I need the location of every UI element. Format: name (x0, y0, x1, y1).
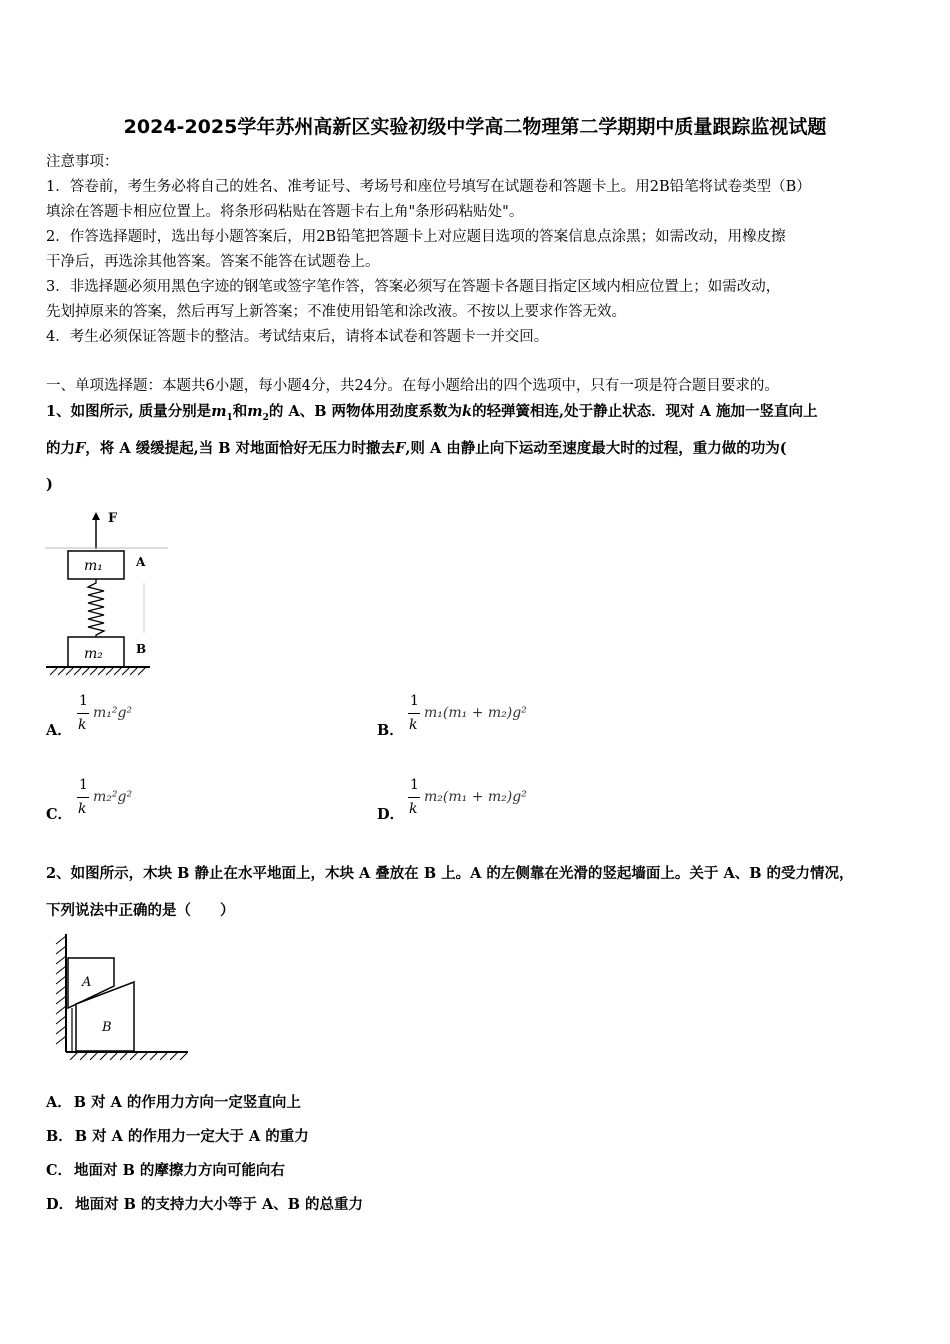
q2-option-C[interactable]: C． 地面对 B 的摩擦力方向可能向右 (46, 1162, 285, 1179)
option-expression: m₁²g² (93, 705, 133, 721)
option-expression: m₂(m₁ + m₂)g² (424, 789, 527, 805)
spring (88, 579, 104, 637)
option-expression: m₂²g² (93, 789, 133, 805)
frac-num: 1 (79, 693, 88, 709)
notice-line: 先划掉原来的答案，然后再写上新答案；不准使用铅笔和涂改液。不按以上要求作答无效。 (46, 304, 626, 320)
q1-line2: 的力F，将 A 缓缓提起,当 B 对地面恰好无压力时撤去F,则 A 由静止向下运动至速度最大时的过程，重力做的功为( (46, 440, 787, 457)
label-F: F (108, 511, 118, 526)
frac-den: k (78, 717, 87, 733)
option-expression: m₁(m₁ + m₂)g² (424, 705, 527, 721)
q1-option-C[interactable]: C． (46, 806, 73, 823)
frac-den: k (409, 801, 418, 817)
force-arrow-head (92, 512, 100, 520)
label-A: A (136, 555, 146, 569)
notice-heading: 注意事项： (46, 154, 119, 170)
q1-option-B[interactable]: B． (377, 722, 404, 739)
frac-num: 1 (79, 777, 88, 793)
notice-line: 2．作答选择题时，选出每小题答案后，用2B铅笔把答题卡上对应题目选项的答案信息点涂黑；如需改动，用橡皮擦 (46, 229, 786, 245)
notice-line: 1．答卷前，考生务必将自己的姓名、准考证号、考场号和座位号填写在试题卷和答题卡上。用2B铅笔将试卷类型（B） (46, 179, 811, 195)
notice-line: 填涂在答题卡相应位置上。将条形码粘贴在答题卡右上角"条形码粘贴处"。 (46, 204, 524, 220)
ground-hatch (70, 1052, 188, 1060)
q2-option-A[interactable]: A． B 对 A 的作用力方向一定竖直向上 (46, 1094, 301, 1111)
label-A: A (82, 975, 92, 990)
q2-option-D[interactable]: D． 地面对 B 的支持力大小等于 A、B 的总重力 (46, 1196, 364, 1213)
q2-figure-blocks (52, 930, 194, 1060)
q2-line1: 2、如图所示，木块 B 静止在水平地面上，木块 A 叠放在 B 上。A 的左侧靠在光滑的竖起墙面上。关于 A、B 的受力情况， (46, 865, 854, 882)
notice-line: 4．考生必须保证答题卡的整洁。考试结束后，请将本试卷和答题卡一并交回。 (46, 329, 549, 345)
label-m1: m₁ (84, 558, 103, 574)
frac-num: 1 (410, 777, 419, 793)
frac-den: k (409, 717, 418, 733)
q1-line1: 1、如图所示, 质量分别是$m_1$和$m_2$的 A、B 两物体用劲度系数为k的轻弹簧相连,处于静止状态．现对 A 施加一竖直向上 (46, 403, 818, 423)
label-B: B (136, 642, 147, 656)
wall-hatch (56, 936, 66, 1044)
notice-line: 干净后，再选涂其他答案。答案不能答在试题卷上。 (46, 254, 380, 270)
q1-line3: ) (46, 476, 53, 493)
frac-num: 1 (410, 693, 419, 709)
q1-option-D[interactable]: D． (377, 806, 405, 823)
notice-line: 3．非选择题必须用黑色字迹的钢笔或签字笔作答，答案必须写在答题卡各题目指定区域内相应位置上；如需改动， (46, 279, 781, 295)
q1-option-A[interactable]: A． (46, 722, 72, 739)
q2-option-B[interactable]: B． B 对 A 的作用力一定大于 A 的重力 (46, 1128, 309, 1145)
q2-line2: 下列说法中正确的是（ ） (46, 902, 235, 919)
label-m2: m₂ (84, 646, 103, 662)
section-heading: 一、单项选择题：本题共6小题，每小题4分，共24分。在每小题给出的四个选项中，只有一项是符合题目要求的。 (46, 378, 779, 394)
ground-hatch (50, 667, 146, 675)
label-B: B (102, 1020, 112, 1035)
page-title: 2024-2025学年苏州高新区实验初级中学高二物理第二学期期中质量跟踪监视试题 (123, 116, 827, 138)
frac-den: k (78, 801, 87, 817)
q1-figure-spring-system (44, 503, 174, 678)
